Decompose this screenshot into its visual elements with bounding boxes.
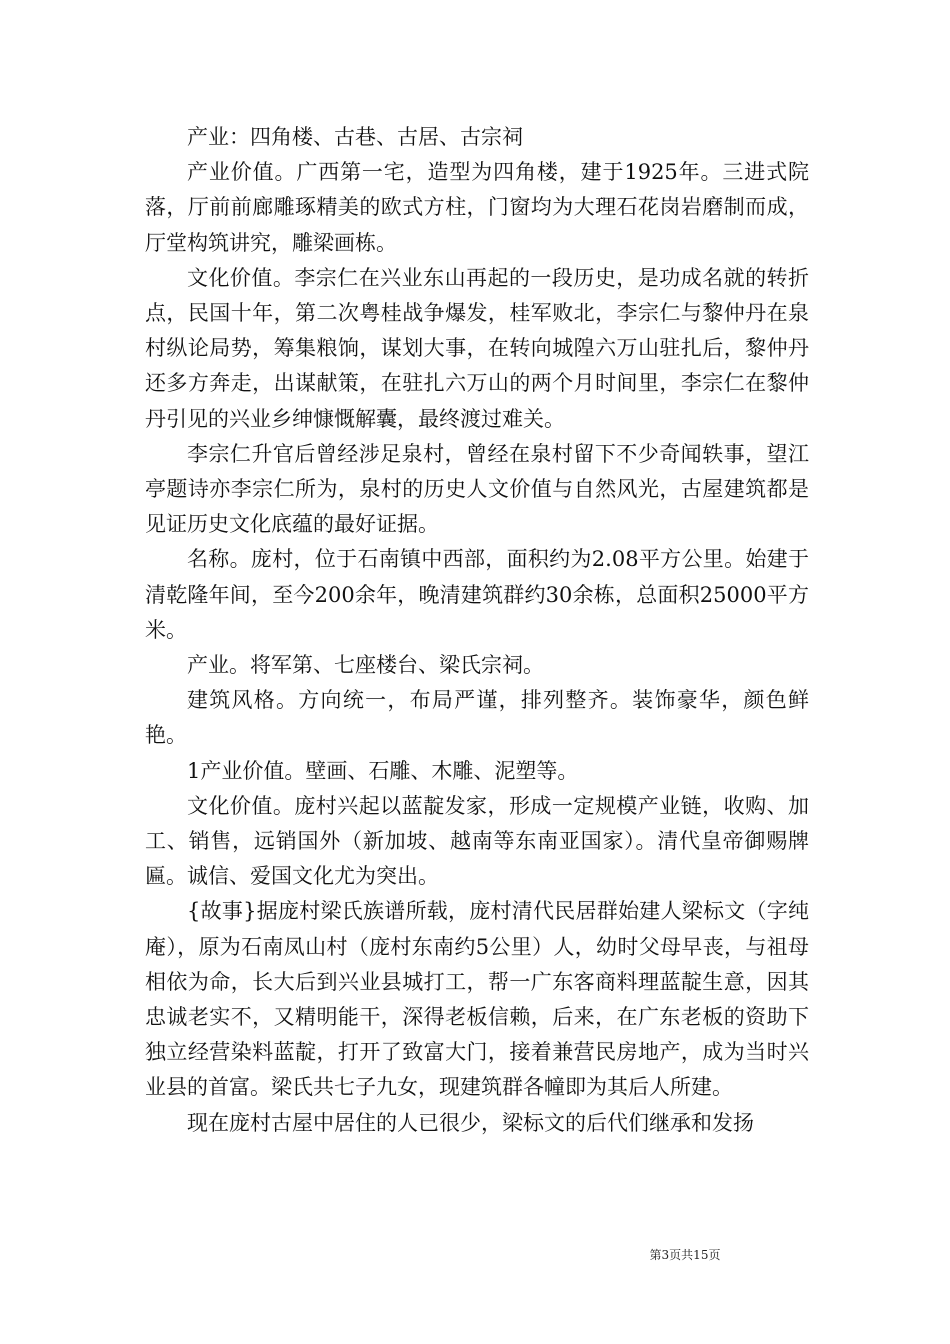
paragraph-li-zongren: 李宗仁升官后曾经涉足泉村，曾经在泉村留下不少奇闻轶事，望江亭题诗亦李宗仁所为，泉村的历史人文价值与自然风光，古屋建筑都是见证历史文化底蕴的最好证据。: [145, 441, 809, 537]
paragraph-architecture-style: 建筑风格。方向统一，布局严谨，排列整齐。装饰豪华，颜色鲜艳。: [145, 688, 809, 748]
paragraph-cultural-value: 文化价值。李宗仁在兴业东山再起的一段历史，是功成名就的转折点，民国十年，第二次粤桂战争爆发，桂军败北，李宗仁与黎仲丹在泉村纵论局势，筹集粮饷，谋划大事，在转向城隍六万山驻扎后，黎仲丹还多方奔走，出谋献策，在驻扎六万山的两个月时间里，李宗仁在黎仲丹引见的兴业乡绅慷慨解囊，最终渡过难关。: [145, 265, 809, 431]
paragraph-pangcun-industry-value: 1产业价值。壁画、石雕、木雕、泥塑等。: [187, 758, 579, 783]
paragraph-pangcun-industry: 产业。将军第、七座楼台、梁氏宗祠。: [187, 653, 544, 678]
page-number: 第3页共15页: [649, 1248, 721, 1262]
page-footer: [0, 1247, 950, 1263]
paragraph-story: {故事}据庞村梁氏族谱所载，庞村清代民居群始建人梁标文（字纯庵），原为石南凤山村（庞村东南约5公里）人，幼时父母早丧，与祖母相依为命，长大后到兴业县城打工，帮一广东客商料理蓝靛生意，因其忠诚老实不，又精明能干，深得老板信赖，后来，在广东老板的资助下独立经营染料蓝靛，打开了致富大门，接着兼营民房地产，成为当时兴业县的首富。梁氏共七子九女，现建筑群各幢即为其后人所建。: [145, 899, 809, 1100]
paragraph-industry-value: 产业价值。广西第一宅，造型为四角楼，建于1925年。三进式院落，厅前前廊雕琢精美的欧式方柱，门窗均为大理石花岗岩磨制而成，厅堂构筑讲究，雕梁画栋。: [145, 160, 809, 255]
paragraph-industry-list: 产业：四角楼、古巷、古居、古宗祠: [187, 125, 523, 149]
document-body: [145, 120, 809, 1141]
paragraph-current: 现在庞村古屋中居住的人已很少，梁标文的后代们继承和发扬: [187, 1110, 754, 1135]
paragraph-pangcun-cultural-value: 文化价值。庞村兴起以蓝靛发家，形成一定规模产业链，收购、加工、销售，远销国外（新加坡、越南等东南亚国家）。清代皇帝御赐牌匾。诚信、爱国文化尤为突出。: [145, 793, 809, 889]
paragraph-pangcun-name: 名称。庞村，位于石南镇中西部，面积约为2.08平方公里。始建于清乾隆年间，至今200余年，晚清建筑群约30余栋，总面积25000平方米。: [145, 547, 809, 642]
